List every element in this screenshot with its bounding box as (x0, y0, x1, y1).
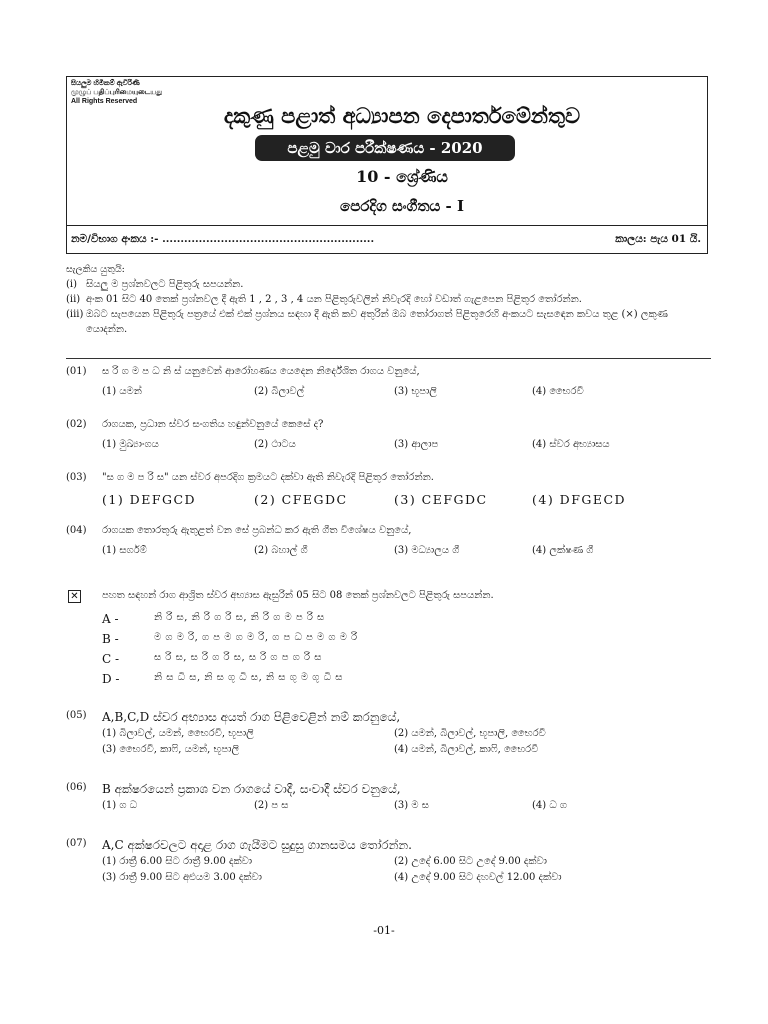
question-stem: ස රි ග ම ප ධ නි ස් යනුවෙන් ආරෝහණය යෙදෙන නිර්දේශිත රාගය වනුයේ, (102, 366, 420, 377)
instructions-heading: සැලකිය යුතුයි: (66, 264, 125, 275)
divider (66, 358, 711, 359)
option-1: (1) මුඛ්‍යාංගය (102, 439, 159, 450)
option-3: (3) භූපාලි (394, 386, 437, 397)
question-number: (02) (66, 419, 87, 430)
option-3: (3) ආලාප (394, 439, 439, 450)
instruction-item (66, 307, 711, 337)
options-row (102, 800, 702, 816)
instruction-number: (ii) (66, 294, 81, 305)
question-stem: B අක්ෂරයෙන් ප්‍රකාශ වන රාගයේ වාදී, සංවාදී ස්වර වනුයේ, (102, 782, 401, 796)
options-row (102, 545, 702, 561)
raga-letter: C - (102, 652, 120, 666)
option-4: (4) උදේ 9.00 සිට දහවල් 12.00 දක්වා (394, 872, 562, 883)
raga-letter: D - (102, 672, 120, 686)
section-instruction: පහත සඳහන් රාග ආශ්‍රිත ස්වර අභ්‍යාස ඇසුරින් 05 සිට 08 තෙක් ප්‍රශ්නවලට පිළිතුරු සපයන්න. (102, 590, 494, 601)
question-number: (03) (66, 472, 87, 483)
raga-item (102, 632, 702, 652)
question-number: (07) (66, 838, 87, 849)
instruction-text: ඔබට සැපයෙන පිළිතුරු පත්‍රයේ එක් එක් ප්‍රශ්නය සඳහා දී ඇති කව අතුරින් ඔබ තෝරාගත් පිළිතුරෙහි අංකයට සැසඳෙන කවය තුළ (×) ලකුණ යොදන්න. (86, 309, 668, 335)
instruction-text: අංක 01 සිට 40 තෙක් ප්‍රශ්නවල දී ඇති 1 , 2 , 3 , 4 යන පිළිතුරුවලින් නිවැරදි හෝ වඩාත් ගැළපෙන පිළිතුර තෝරන්න. (86, 294, 582, 305)
question-stem: A,C අක්ෂරවලට අදාළ රාග ගැයීමට සුදුසු ගානසමය තෝරන්න. (102, 838, 412, 852)
question-stem: "ස ග ම ප රි ස" යන ස්වර අපරදිග ක්‍රමයට දක්වා ඇති නිවැරදි පිළිතුර තෝරන්න. (102, 472, 434, 483)
option-3: (3) භෛරවී, කාෆි, යමන්, භූපාලි (102, 744, 240, 755)
instruction-item (66, 292, 711, 307)
raga-letter: B - (102, 632, 119, 646)
rights-line-tamil: முழுப் பதிப்புரிமையுடையது (71, 89, 163, 96)
instruction-text: සියලු ම ප්‍රශ්නවලට පිළිතුරු සපයන්න. (86, 279, 244, 290)
option-1: (1) සර්ගම් (102, 545, 147, 556)
options-row (102, 872, 702, 888)
option-1: (1) DEFGCD (102, 492, 197, 507)
question-stem: රාගයක තොරතුරු ඇතුළත් වන සේ ප්‍රබන්ධ කර ඇති ගීත විශේෂය වනුයේ, (102, 525, 412, 536)
option-2: (2) ථාටය (254, 439, 296, 450)
option-2: (2) බහාල් ගී (254, 545, 308, 556)
grade-label: 10 - ශ්‍රේණිය (356, 167, 448, 186)
question-number: (01) (66, 366, 87, 377)
option-1: (1) යමන් (102, 386, 142, 397)
instruction-number: (i) (66, 279, 78, 290)
option-4: (4) ධ ග (532, 800, 568, 811)
option-3: (3) මධ්‍යාලය ගී (394, 545, 460, 556)
raga-item (102, 612, 702, 632)
option-4: (4) භෛරවී (532, 386, 584, 397)
options-row (102, 744, 702, 760)
option-4: (4) ස්වර අභ්‍යාසය (532, 439, 610, 450)
raga-item (102, 672, 702, 692)
options-row (102, 856, 702, 872)
raga-notes: ම ග ම රි, ග ප ම ග ම රි, ග ප ධ ප ම ග ම රි (154, 632, 358, 643)
department-title: දකුණු පළාත් අධ්‍යාපන දෙපාර්තමේන්තුව (223, 103, 581, 128)
time-label: කාලය: පැය 01 යි. (615, 233, 701, 245)
option-4: (4) යමන්, බිලාවල්, කාෆි, භෛරවී (394, 744, 539, 755)
option-1: (1) බිලාවල්, යමන්, භෛරවී, භූපාලි (102, 728, 254, 739)
raga-notes: ස රි ස, ස රි ග රි ස, ස රි ග ප ග රි ස (154, 652, 322, 663)
rights-line-sinhala: සියලුම හිමිකම් ඇවිරිණි (71, 80, 140, 87)
question-number: (04) (66, 525, 87, 536)
options-row (102, 728, 702, 744)
rights-reserved (71, 79, 191, 106)
name-index-label: නම/විභාග අංකය :- .......................................................... (71, 233, 375, 245)
option-3: (3) CEFGDC (394, 492, 488, 507)
instructions (66, 262, 711, 337)
page-number: -01- (373, 924, 395, 937)
raga-item (102, 652, 702, 672)
question-stem: A,B,C,D ස්වර අභ්‍යාස අයත් රාග පිළිවෙළින් නම් කරනුයේ, (102, 710, 401, 724)
options-row (102, 492, 702, 508)
option-2: (2) CFEGDC (254, 492, 348, 507)
options-row (102, 439, 702, 455)
option-1: (1) ග ධ (102, 800, 138, 811)
option-4: (4) DFGECD (532, 492, 627, 507)
header-box (66, 76, 708, 254)
option-2: (2) උදේ 6.00 සිට උදේ 9.00 දක්වා (394, 856, 547, 867)
raga-notes: නි ස ධි ස, නි ස ගු ධි ස, නි ස ගු ම ගු ධි ස (154, 672, 343, 683)
option-3: (3) ම ස (394, 800, 429, 811)
raga-notes: නි රි ස, නි රි ග රි ස, නි රි ග ම ප රි ස (154, 612, 325, 623)
question-stem: රාගයක, ප්‍රධාන ස්වර සංගතිය හඳුන්වනුයේ කෙසේ ද? (102, 419, 324, 430)
checkbox-x-icon: ✕ (68, 590, 81, 603)
question-number: (06) (66, 782, 87, 793)
option-2: (2) බිලාවල් (254, 386, 305, 397)
option-4: (4) ලක්ෂණ ගී (532, 545, 594, 556)
question-number: (05) (66, 710, 87, 721)
instruction-item (66, 277, 711, 292)
instruction-number: (iii) (66, 309, 84, 320)
subject-label: පෙරදිග සංගීතය - I (339, 197, 464, 215)
name-index-row (67, 225, 707, 254)
exam-title-badge: පළමු වාර පරීක්ෂණය - 2020 (255, 135, 515, 161)
option-2: (2) ප ස (254, 800, 289, 811)
option-3: (3) රාත්‍රී 9.00 සිට අළුයම 3.00 දක්වා (102, 872, 262, 883)
rights-line-english: All Rights Reserved (71, 98, 138, 105)
raga-list (102, 612, 702, 692)
option-2: (2) යමන්, බිලාවල්, භූපාලි, භෛරවී (394, 728, 546, 739)
options-row (102, 386, 702, 402)
option-1: (1) රාත්‍රී 6.00 සිට රාත්‍රී 9.00 දක්වා (102, 856, 253, 867)
raga-letter: A - (102, 612, 119, 626)
